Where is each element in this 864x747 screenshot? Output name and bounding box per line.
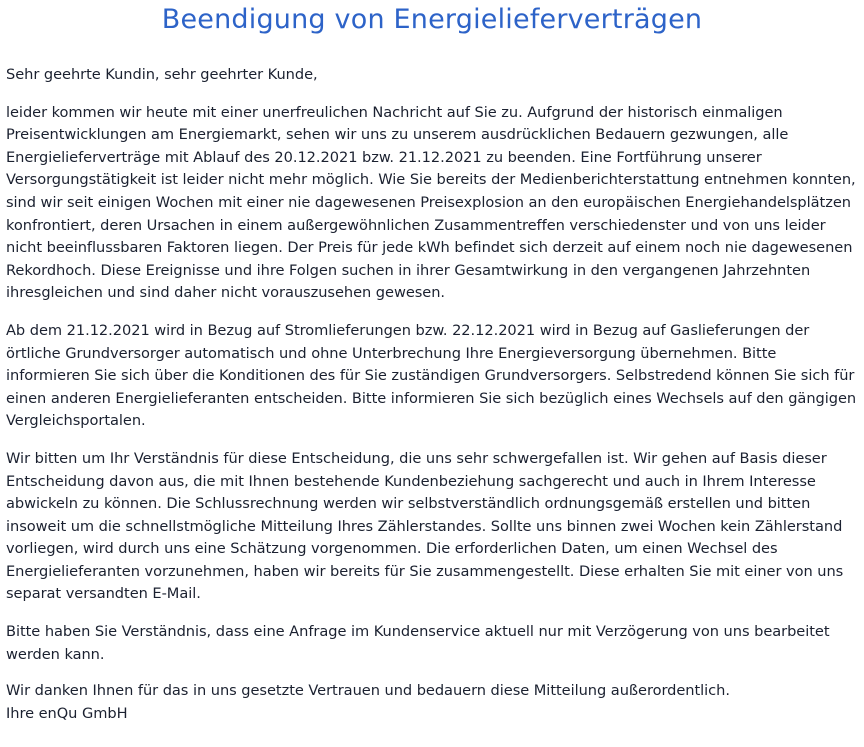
letter-closing: Wir danken Ihnen für das in uns gesetzte Vertrauen und bedauern diese Mitteilung außerordentlich. [6, 682, 730, 700]
letter-salutation: Sehr geehrte Kundin, sehr geehrter Kunde, [6, 66, 318, 83]
page-title: Beendigung von Energielieferverträgen [161, 4, 703, 35]
letter-signature: Ihre enQu GmbH [6, 704, 128, 722]
letter-paragraph-final-invoice: Wir bitten um Ihr Verständnis für diese Entscheidung, die uns sehr schwergefallen ist. Wir gehen auf Basis dieser Entscheidung davon aus, die mit Ihnen bestehende Kundenbeziehung sachgerecht und auch in Ihrem Interesse abwickeln zu können. Die Schlussrechnung werden wir selbstverständlich ordnungsgemäß erstellen und bitten insoweit um die schnellstmögliche Mitteilung Ihres Zählerstandes. Sollte uns binnen zwei Wochen kein Zählerstand vorliegen, wird durch uns eine Schätzung vorgenommen. Die erforderlichen Daten, um einen Wechsel des Energielieferanten vorzunehmen, haben wir bereits für Sie zusammengestellt. Diese erhalten Sie mit einer von uns separat versandten E-Mail. [6, 449, 844, 603]
letter-paragraph-default-supplier: Ab dem 21.12.2021 wird in Bezug auf Stromlieferungen bzw. 22.12.2021 wird in Bezug auf Gaslieferungen der örtliche Grundversorger automatisch und ohne Unterbrechung Ihre Energieversorgung übernehmen. Bitte informieren Sie sich über die Konditionen des für Sie zuständigen Grundversorgers. Selbstredend können Sie sich für einen anderen Energielieferanten entscheiden. Bitte informieren Sie sich bezüglich eines Wechsels auf den gängigen Vergleichsportalen. [6, 321, 857, 430]
letter-paragraph-termination: leider kommen wir heute mit einer unerfreulichen Nachricht auf Sie zu. Aufgrund der historisch einmaligen Preisentwicklungen am Energiemarkt, sehen wir uns zu unserem ausdrücklichen Bedauern gezwungen, alle Energielieferverträge mit Ablauf des 20.12.2021 bzw. 21.12.2021 zu beenden. Eine Fortführung unserer Versorgungstätigkeit ist leider nicht mehr möglich. Wie Sie bereits der Medienberichterstattung entnehmen konnten, sind wir seit einigen Wochen mit einer nie dagewesenen Preisexplosion an den europäischen Energiehandelsplätzen konfrontiert, deren Ursachen in einem außergewöhnlichen Zusammentreffen verschiedenster und von uns leider nicht beeinflussbaren Faktoren liegen. Der Preis für jede kWh befindet sich derzeit auf einem noch nie dagewesenen Rekordhoch. Diese Ereignisse und ihre Folgen suchen in ihrer Gesamtwirkung in den vergangenen Jahrzehnten ihresgleichen und sind daher nicht vorauszusehen gewesen. [6, 103, 856, 302]
letter-paragraph-customer-service: Bitte haben Sie Verständnis, dass eine Anfrage im Kundenservice aktuell nur mit Verzögerung von uns bearbeitet werden kann. [6, 623, 830, 663]
letter-body [6, 64, 858, 725]
